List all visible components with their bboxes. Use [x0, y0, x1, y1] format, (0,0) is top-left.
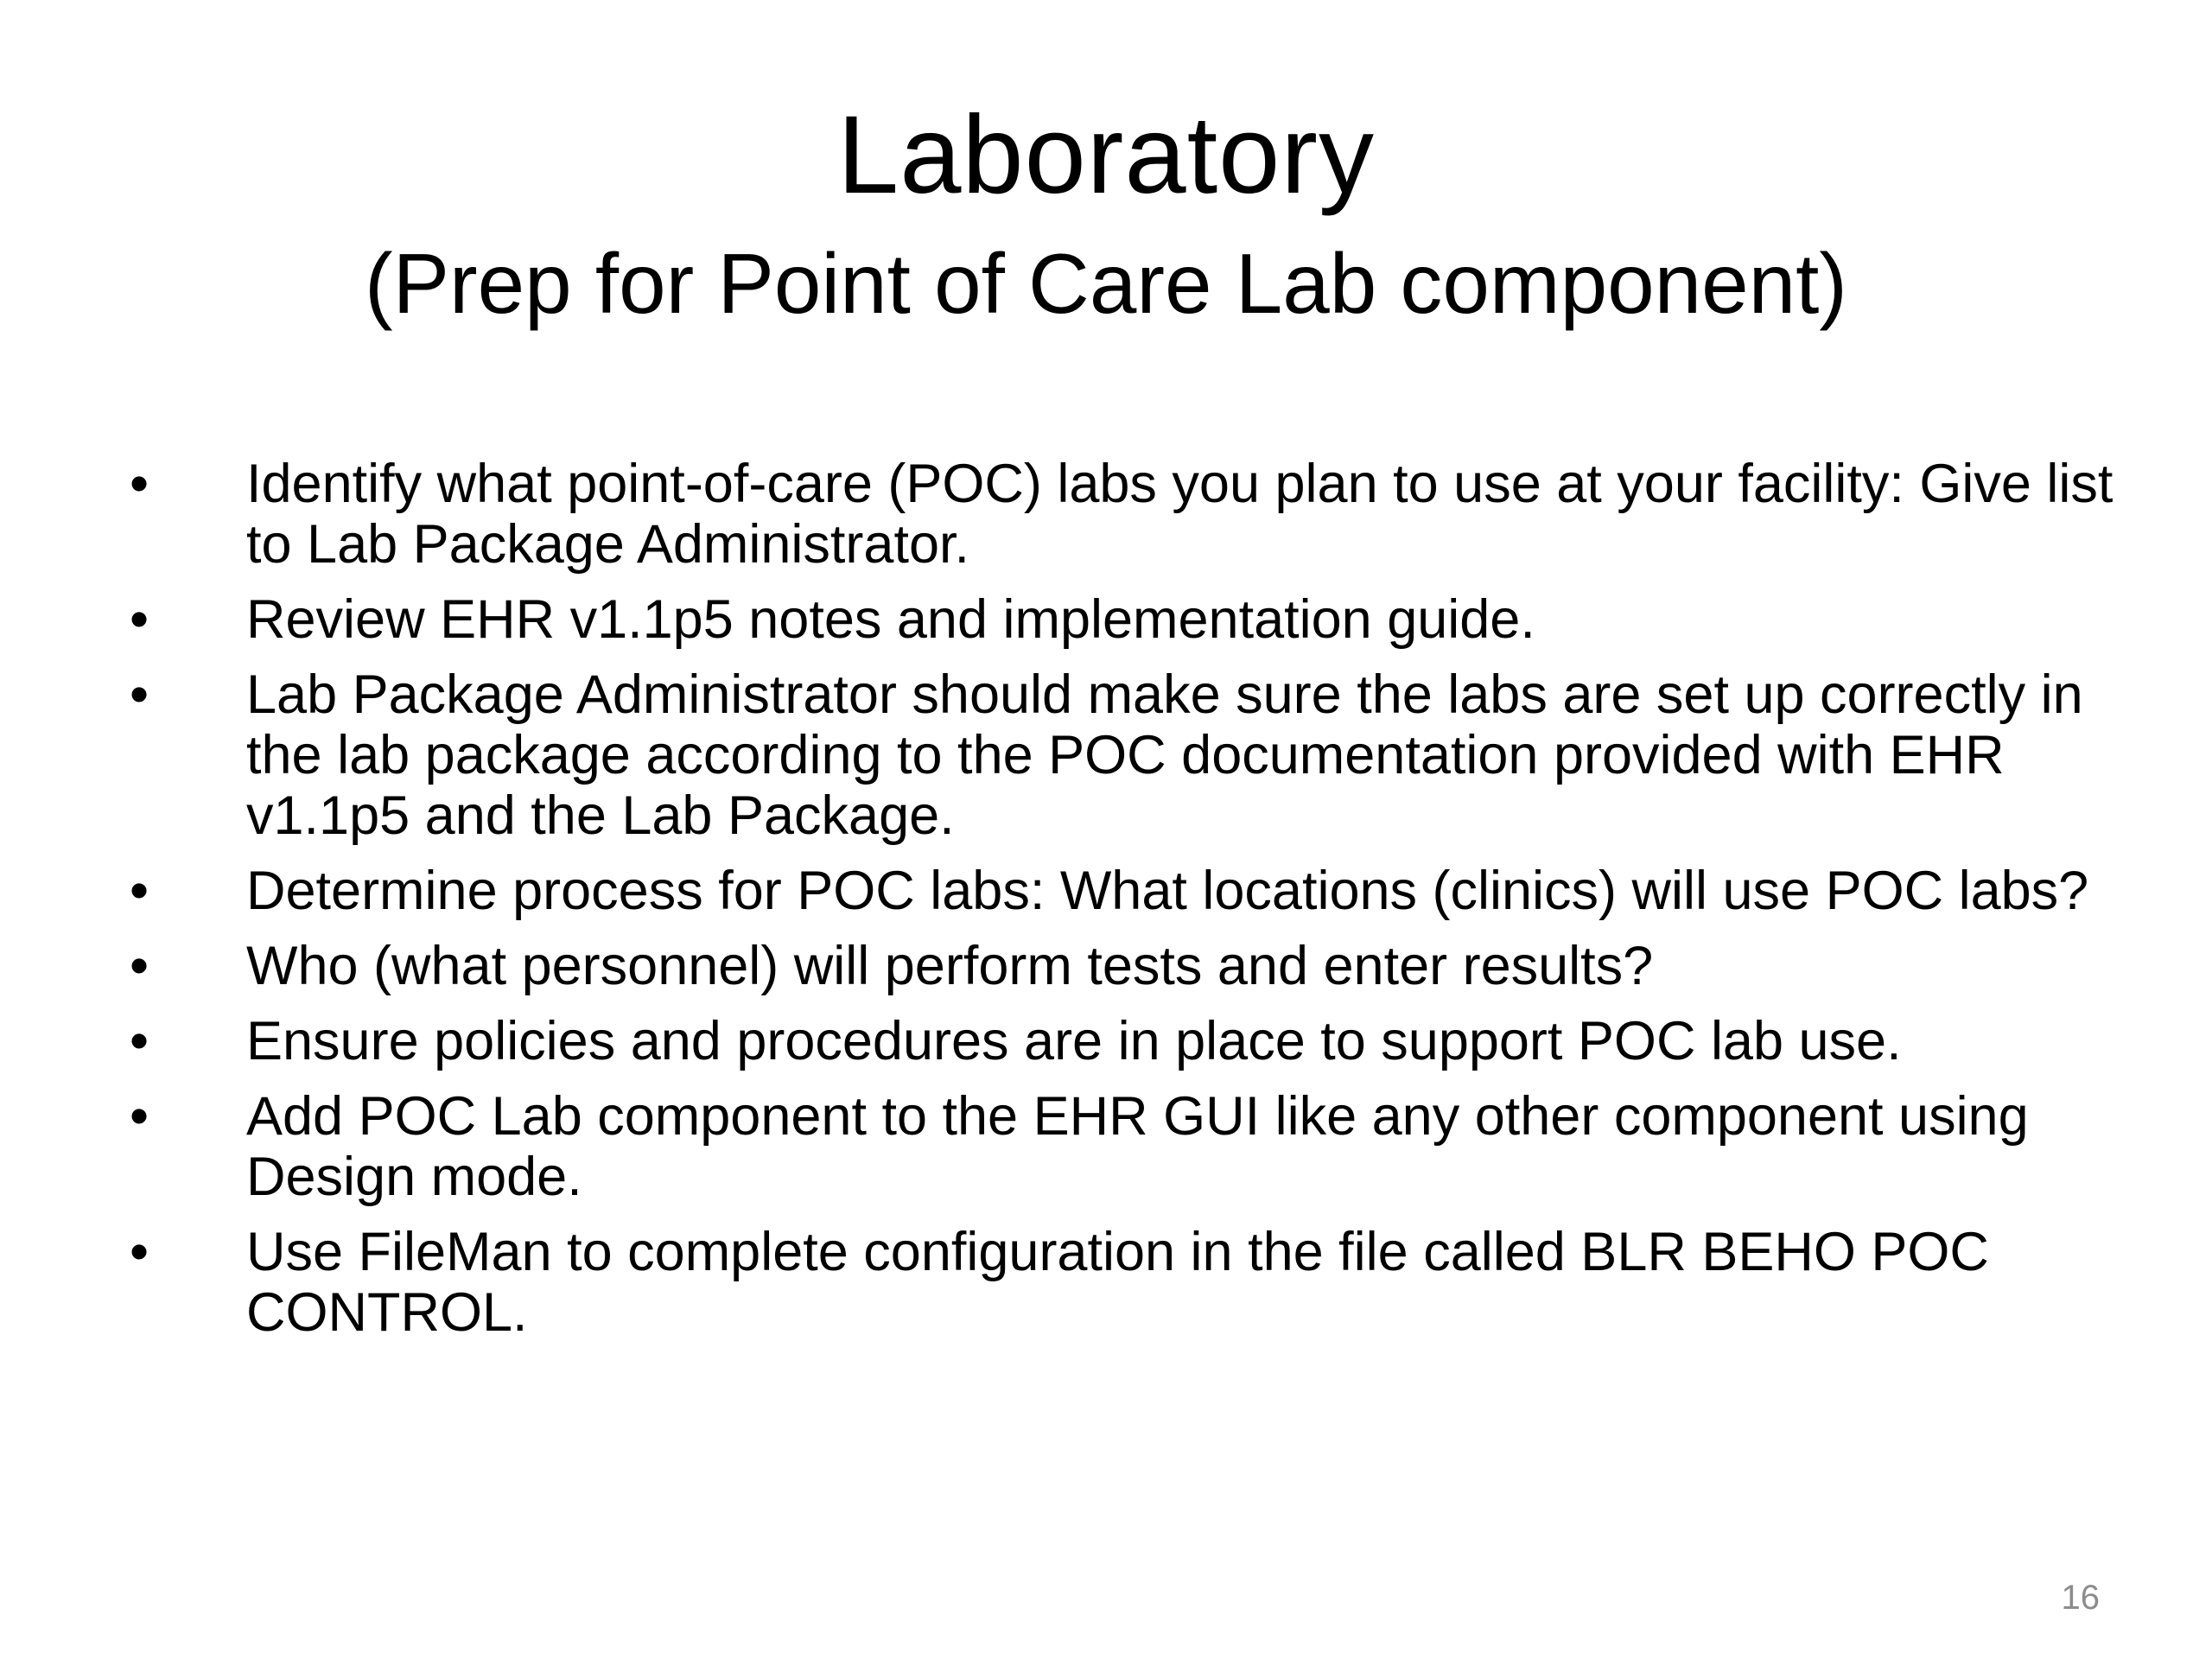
bullet-item [0, 589, 2212, 650]
bullet-text: Ensure policies and procedures are in place to support POC lab use. [246, 1011, 1902, 1071]
bullet-icon: • [130, 1011, 149, 1071]
bullet-item [0, 936, 2212, 996]
slide-subtitle: (Prep for Point of Care Lab component) [365, 236, 1847, 331]
bullet-text: Determine process for POC labs: What locations (clinics) will use POC labs? [246, 861, 2089, 921]
bullet-icon: • [130, 1222, 149, 1282]
bullet-icon: • [130, 861, 149, 921]
page-number: 16 [2061, 1579, 2100, 1617]
bullet-list [0, 454, 2212, 1357]
bullet-item [0, 1011, 2212, 1071]
bullet-text: Identify what point-of-care (POC) labs you plan to use at your facility: Give list to Lab Package Administrator. [246, 454, 2113, 575]
bullet-icon: • [130, 589, 149, 650]
slide-title: Laboratory [837, 93, 1375, 217]
bullet-item [0, 1086, 2212, 1207]
bullet-icon: • [130, 1086, 149, 1147]
bullet-text: Lab Package Administrator should make sure the labs are set up correctly in the lab package according to the POC documentation provided with EHR v1.1p5 and the Lab Package. [246, 664, 2083, 846]
bullet-item [0, 454, 2212, 575]
bullet-icon: • [130, 936, 149, 996]
bullet-text: Add POC Lab component to the EHR GUI like any other component using Design mode. [246, 1086, 2029, 1207]
bullet-item [0, 664, 2212, 846]
bullet-item [0, 861, 2212, 921]
bullet-text: Who (what personnel) will perform tests and enter results? [246, 936, 1654, 996]
bullet-text: Use FileMan to complete configuration in the file called BLR BEHO POC CONTROL. [246, 1222, 1989, 1343]
bullet-item [0, 1222, 2212, 1343]
bullet-icon: • [130, 454, 149, 514]
bullet-text: Review EHR v1.1p5 notes and implementation guide. [246, 589, 1535, 650]
bullet-icon: • [130, 664, 149, 725]
